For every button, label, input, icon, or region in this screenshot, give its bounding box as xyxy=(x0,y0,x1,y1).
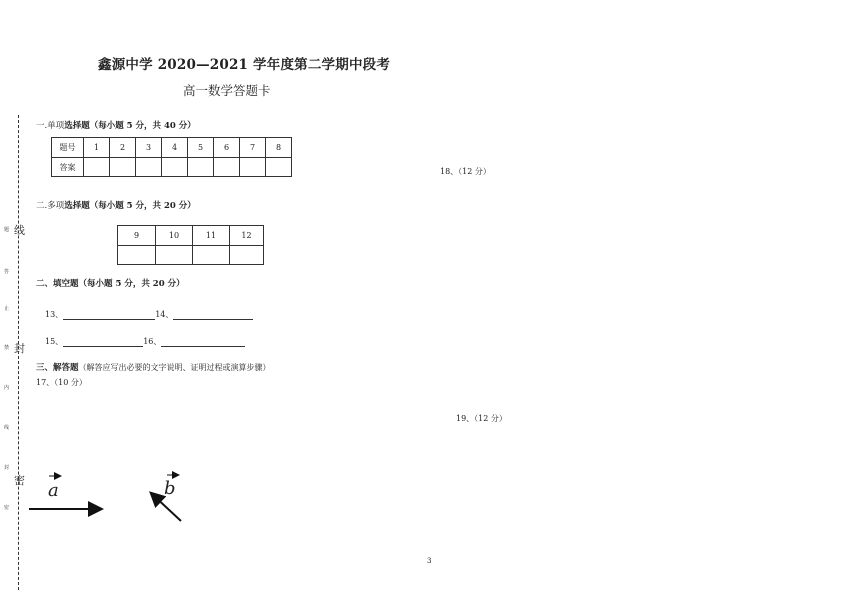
section4-heading-note: （解答应写出必要的文字说明、证明过程或演算步骤） xyxy=(78,363,271,372)
sidebar-big-char: 封 xyxy=(14,342,25,355)
fill-row-2 xyxy=(45,336,245,347)
question-number: 9 xyxy=(118,226,156,246)
section2-heading xyxy=(36,199,196,211)
answer-cell[interactable] xyxy=(193,246,230,265)
vector-a-label: a xyxy=(48,480,59,501)
question-16-label: 16、 xyxy=(143,337,162,346)
sidebar-char: 密 xyxy=(4,505,10,511)
question-number: 3 xyxy=(136,138,162,158)
question-number: 7 xyxy=(240,138,266,158)
question-14-label: 14、 xyxy=(155,310,174,319)
multi-choice-table xyxy=(117,225,264,265)
answer-cell[interactable] xyxy=(266,158,292,177)
question-number: 10 xyxy=(156,226,193,246)
section1-prefix: 一.单项 xyxy=(36,121,65,131)
answer-blank-16[interactable] xyxy=(161,337,245,347)
question-18-label: 18、（12 分） xyxy=(440,167,491,176)
sidebar-big-char: 密 xyxy=(14,474,25,487)
fill-row-1 xyxy=(45,309,253,320)
question-number: 12 xyxy=(230,226,264,246)
sidebar-char: 禁 xyxy=(4,345,10,351)
section4-heading xyxy=(36,361,271,373)
sidebar-char: 内 xyxy=(4,385,10,391)
exam-title: 鑫源中学 2020—2021 学年度第二学期中段考 xyxy=(98,57,391,73)
question-number: 1 xyxy=(84,138,110,158)
answer-cell[interactable] xyxy=(110,158,136,177)
sidebar-big-char: 线 xyxy=(14,224,25,237)
answer-cell[interactable] xyxy=(240,158,266,177)
row-label-answer: 答案 xyxy=(52,158,84,177)
section2-heading-text: 选择题（每小题 5 分，共 20 分） xyxy=(64,201,196,211)
question-15-label: 15、 xyxy=(45,337,64,346)
answer-cell[interactable] xyxy=(136,158,162,177)
section3-heading xyxy=(36,277,185,289)
answer-blank-14[interactable] xyxy=(173,310,253,320)
sidebar-char: 题 xyxy=(4,227,10,233)
section4-heading-text: 三、解答题 xyxy=(36,363,79,373)
answer-cell[interactable] xyxy=(162,158,188,177)
question-number: 6 xyxy=(214,138,240,158)
question-17-label: 17、（10 分） xyxy=(36,378,87,387)
answer-cell[interactable] xyxy=(118,246,156,265)
row-label-number: 题号 xyxy=(52,138,84,158)
sidebar-char: 封 xyxy=(4,465,10,471)
question-19-label: 19、（12 分） xyxy=(456,414,507,423)
sidebar-char: 线 xyxy=(4,425,10,431)
question-number: 8 xyxy=(266,138,292,158)
sidebar-char: 答 xyxy=(4,269,10,275)
section3-heading-text: 二、填空题（每小题 5 分，共 20 分） xyxy=(36,279,185,289)
answer-cell[interactable] xyxy=(188,158,214,177)
question-13-label: 13、 xyxy=(45,310,64,319)
question-number: 4 xyxy=(162,138,188,158)
sidebar-char: 止 xyxy=(4,306,10,312)
answer-cell[interactable] xyxy=(214,158,240,177)
question-number: 5 xyxy=(188,138,214,158)
answer-cell[interactable] xyxy=(156,246,193,265)
vector-b-label: b xyxy=(164,478,176,499)
answer-cell[interactable] xyxy=(230,246,264,265)
page-number: 3 xyxy=(427,557,432,565)
answer-cell[interactable] xyxy=(84,158,110,177)
question-number: 2 xyxy=(110,138,136,158)
answer-blank-13[interactable] xyxy=(63,310,155,320)
question-number: 11 xyxy=(193,226,230,246)
section2-prefix: 二.多项 xyxy=(36,201,65,211)
section1-heading xyxy=(36,119,196,131)
section1-heading-text: 选择题（每小题 5 分，共 40 分） xyxy=(64,121,196,131)
answer-blank-15[interactable] xyxy=(63,337,143,347)
single-choice-table xyxy=(51,137,292,177)
exam-subtitle: 高一数学答题卡 xyxy=(183,83,271,98)
